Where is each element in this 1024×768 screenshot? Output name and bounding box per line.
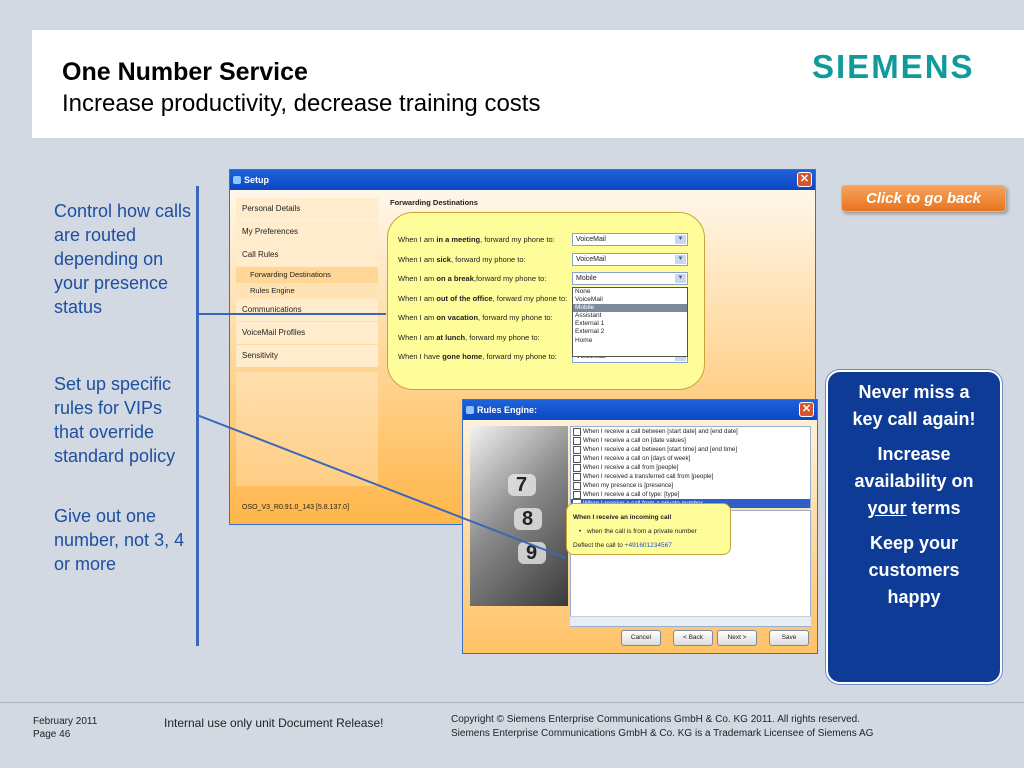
rule-checkbox-item[interactable]: When I receive a call of type: [type] xyxy=(571,490,810,499)
dropdown-option[interactable]: Assistant xyxy=(575,312,602,320)
point-one-number: Give out one number, not 3, 4 or more xyxy=(54,506,185,574)
rule-checkbox-item[interactable]: When I receive a call between [start time] and [end time] xyxy=(571,445,810,454)
rule-checkbox-item[interactable]: When I receive a call between [start date] and [end date] xyxy=(571,427,810,436)
cancel-button[interactable]: Cancel xyxy=(621,630,661,646)
benefit-availability: Increase availability on your terms xyxy=(854,444,974,518)
slide-subtitle: Increase productivity, decrease training costs xyxy=(62,90,541,117)
deflect-number-link[interactable]: +491601234567 xyxy=(624,542,672,549)
forward-row-meeting: When I am in a meeting, forward my phone to: xyxy=(398,235,555,244)
benefits-box xyxy=(826,370,1002,684)
back-button[interactable]: < Back xyxy=(673,630,713,646)
dropdown-option[interactable]: None xyxy=(575,288,591,295)
nav-communications[interactable]: Communications xyxy=(236,299,378,321)
rule-summary-condition: • when the call is from a private number xyxy=(587,528,697,535)
next-button[interactable]: Next > xyxy=(717,630,757,646)
dropdown-option[interactable]: External 2 xyxy=(575,328,605,336)
footer-divider xyxy=(0,702,1024,703)
chevron-down-icon: ▼ xyxy=(675,274,686,283)
forward-select-sick[interactable]: VoiceMail ▼ xyxy=(572,253,688,266)
save-button[interactable]: Save xyxy=(769,630,809,646)
dropdown-option[interactable]: External 1 xyxy=(575,320,605,328)
keypad-digit: 9 xyxy=(526,542,538,564)
point-vip-rules: Set up specific rules for VIPs that override standard policy xyxy=(54,374,176,466)
chevron-down-icon: ▼ xyxy=(675,235,686,244)
forward-row-break: When I am on a break,forward my phone to: xyxy=(398,274,547,283)
rule-summary-heading: When I receive an incoming call xyxy=(573,514,672,521)
keypad-digit: 8 xyxy=(522,508,534,530)
forward-row-sick: When I am sick, forward my phone to: xyxy=(398,255,526,264)
footer-notice: Internal use only unit Document Release! xyxy=(164,716,384,730)
rule-checkbox-item[interactable]: When my presence is [presence] xyxy=(571,481,810,490)
connector-line-rules xyxy=(197,415,566,558)
point-presence-routing: Control how calls are routed depending on your presence status xyxy=(54,201,192,317)
rules-title: Rules Engine: xyxy=(477,405,538,415)
footer-page-number: Page 46 xyxy=(33,729,71,740)
benefit-never-miss: Never miss a key call again! xyxy=(852,382,976,429)
go-back-button[interactable]: Click to go back xyxy=(841,185,1006,212)
nav-voicemail-profiles[interactable]: VoiceMail Profiles xyxy=(236,322,378,344)
rule-checkbox-item[interactable]: When I receive a call from [people] xyxy=(571,463,810,472)
close-icon[interactable]: ✕ xyxy=(797,172,812,187)
forward-row-out-of-office: When I am out of the office, forward my phone to: xyxy=(398,294,568,303)
footer-copyright: Copyright © Siemens Enterprise Communications GmbH & Co. KG 2011. All rights reserved. xyxy=(451,714,861,725)
slide-title: One Number Service xyxy=(62,58,308,86)
version-label: OSO_V3_R0.91.0_143 [5.8.137.0] xyxy=(242,504,350,511)
rule-checkbox-item[interactable]: When I received a transferred call from [people] xyxy=(571,472,810,481)
forwarding-title: Forwarding Destinations xyxy=(390,198,478,207)
forward-select-meeting[interactable]: VoiceMail ▼ xyxy=(572,233,688,246)
dropdown-option-selected[interactable]: Mobile xyxy=(573,304,687,312)
benefit-customers: Keep your customers happy xyxy=(868,533,960,607)
forward-row-lunch: When I am at lunch, forward my phone to: xyxy=(398,333,540,342)
forward-row-gone-home: When I have gone home, forward my phone to: xyxy=(398,352,557,361)
setup-title: Setup xyxy=(244,175,270,185)
siemens-logo: SIEMENS xyxy=(812,48,975,85)
footer-trademark: Siemens Enterprise Communications GmbH & Co. KG is a Trademark Licensee of Siemens AG xyxy=(451,728,874,739)
forward-row-vacation: When I am on vacation, forward my phone to: xyxy=(398,313,553,322)
nav-forwarding-destinations[interactable]: Forwarding Destinations xyxy=(236,267,378,283)
chevron-down-icon: ▼ xyxy=(675,255,686,264)
nav-call-rules[interactable]: Call Rules xyxy=(236,244,378,266)
rule-summary-action: Deflect the call to +491601234567 xyxy=(573,542,672,549)
rule-checkbox-item[interactable]: When I receive a call on [days of week] xyxy=(571,454,810,463)
footer-date: February 2011 xyxy=(33,716,98,727)
dropdown-option[interactable]: Home xyxy=(575,336,593,344)
rule-checkbox-item[interactable]: When I receive a call on [date values] xyxy=(571,436,810,445)
nav-personal-details[interactable]: Personal Details xyxy=(236,198,378,220)
nav-rules-engine[interactable]: Rules Engine xyxy=(236,283,378,299)
close-icon[interactable]: ✕ xyxy=(799,402,814,417)
nav-my-preferences[interactable]: My Preferences xyxy=(236,221,378,243)
nav-sensitivity[interactable]: Sensitivity xyxy=(236,345,378,367)
keypad-digit: 7 xyxy=(516,474,528,496)
dropdown-option[interactable]: VoiceMail xyxy=(575,296,603,304)
forward-select-break[interactable]: Mobile ▼ xyxy=(572,272,688,285)
